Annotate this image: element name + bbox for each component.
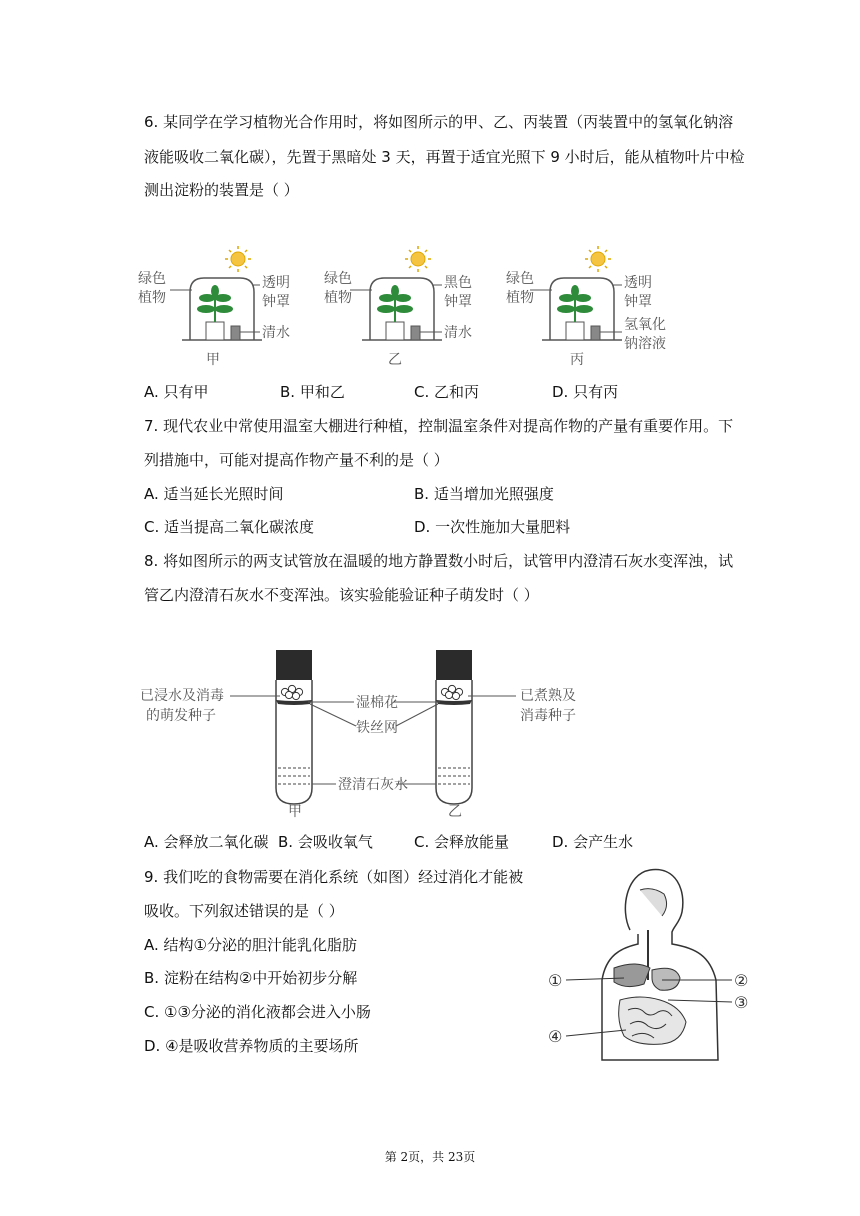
intestine-icon — [619, 997, 686, 1044]
q7-option-d: D. 一次性施加大量肥料 — [414, 518, 571, 536]
q6-label-cover-2a: 黑色 — [444, 275, 472, 291]
setup-jia — [138, 246, 290, 368]
q6-label-liquid-3a: 氢氧化 — [624, 317, 666, 333]
q6-label-cover-1b: 钟罩 — [262, 294, 290, 310]
setup-yi — [324, 246, 472, 368]
q6-option-b: B. 甲和乙 — [280, 383, 345, 401]
marker-3: ③ — [734, 993, 749, 1012]
q6-label-cover-3b: 钟罩 — [624, 294, 652, 310]
sun-icon — [405, 246, 431, 272]
marker-1: ① — [548, 971, 563, 990]
q9-option-a: A. 结构①分泌的胆汁能乳化脂肪 — [144, 936, 357, 954]
sun-icon — [225, 246, 251, 272]
setup-bing — [506, 246, 666, 368]
q8-line-2: 管乙内澄清石灰水不变浑浊。该实验能验证种子萌发时（ ） — [144, 586, 539, 604]
liver-icon — [614, 964, 650, 987]
q6-line-2: 液能吸收二氧化碳），先置于黑暗处 3 天，再置于适宜光照下 9 小时后，能从植物叶片中检 — [144, 148, 745, 166]
q7-line-1: 7. 现代农业中常使用温室大棚进行种植，控制温室条件对提高作物的产量有重要作用。下 — [144, 417, 734, 435]
q8-option-d: D. 会产生水 — [552, 833, 634, 851]
q6-label-cover-1a: 透明 — [262, 275, 290, 291]
q9-option-c: C. ①③分泌的消化液都会进入小肠 — [144, 1003, 371, 1021]
q6-line-1: 6. 某同学在学习植物光合作用时，将如图所示的甲、乙、丙装置（丙装置中的氢氧化钠溶 — [144, 113, 734, 131]
q6-label-plant-3b: 植物 — [506, 290, 534, 306]
q6-label-plant-3a: 绿色 — [506, 271, 534, 287]
q9-line-1: 9. 我们吃的食物需要在消化系统（如图）经过消化才能被 — [144, 868, 524, 886]
q8-label-left-2: 的萌发种子 — [146, 708, 216, 724]
q6-label-liquid-3b: 钠溶液 — [624, 336, 666, 352]
q9-option-b: B. 淀粉在结构②中开始初步分解 — [144, 969, 358, 987]
q8-label-right-1: 已煮熟及 — [520, 688, 576, 704]
marker-2: ② — [734, 971, 749, 990]
sun-icon — [585, 246, 611, 272]
q6-line-3: 测出淀粉的装置是（ ） — [144, 181, 299, 199]
q7-option-b: B. 适当增加光照强度 — [414, 485, 554, 503]
test-tube-yi — [436, 650, 472, 804]
q6-option-d: D. 只有丙 — [552, 383, 619, 401]
q8-label-cotton: 湿棉花 — [356, 695, 398, 711]
q8-figure — [130, 640, 600, 820]
q6-caption-1: 甲 — [206, 352, 220, 368]
q6-label-liquid-2: 清水 — [444, 325, 472, 341]
marker-4: ④ — [548, 1027, 563, 1046]
q6-option-c: C. 乙和丙 — [414, 383, 480, 401]
q6-label-liquid-1: 清水 — [262, 325, 290, 341]
q7-option-c: C. 适当提高二氧化碳浓度 — [144, 518, 315, 536]
digestive-system-figure — [540, 860, 780, 1080]
q8-caption-yi: 乙 — [448, 804, 462, 820]
test-tube-jia — [276, 650, 312, 804]
q8-label-right-2: 消毒种子 — [520, 708, 576, 724]
q8-option-c: C. 会释放能量 — [414, 833, 510, 851]
q6-label-cover-2b: 钟罩 — [444, 294, 472, 310]
q6-label-plant-1b: 植物 — [138, 290, 166, 306]
stomach-icon — [652, 968, 680, 990]
q6-label-plant-2b: 植物 — [324, 290, 352, 306]
q9-line-2: 吸收。下列叙述错误的是（ ） — [144, 902, 344, 920]
q9-option-d: D. ④是吸收营养物质的主要场所 — [144, 1037, 359, 1055]
q7-line-2: 列措施中，可能对提高作物产量不利的是（ ） — [144, 451, 449, 469]
q6-figure — [130, 240, 690, 370]
q8-label-limewater: 澄清石灰水 — [338, 777, 408, 793]
q6-label-plant-1a: 绿色 — [138, 271, 166, 287]
q8-caption-jia: 甲 — [288, 804, 302, 820]
q8-line-1: 8. 将如图所示的两支试管放在温暖的地方静置数小时后，试管甲内澄清石灰水变浑浊，试 — [144, 552, 734, 570]
q8-label-mesh: 铁丝网 — [356, 720, 398, 736]
q8-option-b: B. 会吸收氧气 — [278, 833, 373, 851]
q6-label-plant-2a: 绿色 — [324, 271, 352, 287]
q6-caption-3: 丙 — [570, 352, 584, 368]
q6-label-cover-3a: 透明 — [624, 275, 652, 291]
page-footer: 第 2页，共 23页 — [384, 1150, 476, 1164]
q8-label-left-1: 已浸水及消毒 — [140, 688, 224, 704]
q6-caption-2: 乙 — [388, 352, 402, 368]
q7-option-a: A. 适当延长光照时间 — [144, 485, 284, 503]
q8-option-a: A. 会释放二氧化碳 — [144, 833, 269, 851]
q6-option-a: A. 只有甲 — [144, 383, 209, 401]
